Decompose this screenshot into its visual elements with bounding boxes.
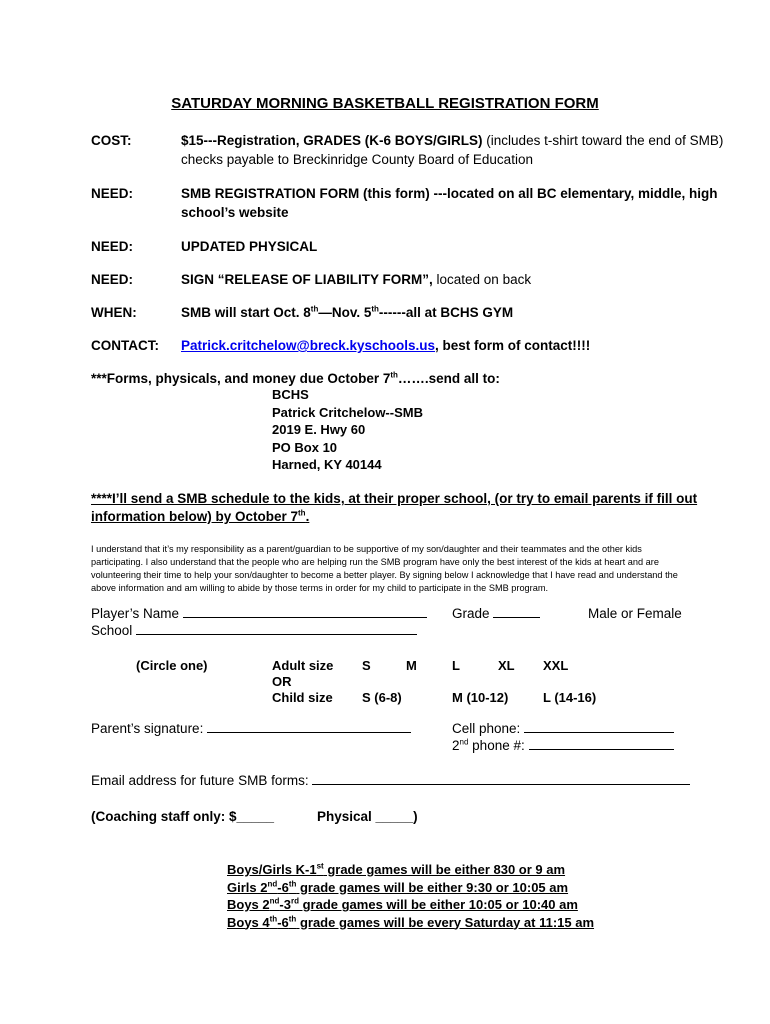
due-sup: th xyxy=(390,370,398,380)
address-line: Harned, KY 40144 xyxy=(272,457,382,472)
schedule-note-period: . xyxy=(305,509,310,524)
size-s[interactable]: S xyxy=(362,658,371,673)
school-field[interactable] xyxy=(136,623,417,635)
second-phone-sup: nd xyxy=(459,737,469,747)
second-phone-field[interactable] xyxy=(529,738,674,750)
gender-option[interactable]: Male or Female xyxy=(588,606,682,621)
second-phone-label-rest: phone #: xyxy=(468,738,525,753)
game-time-line: Boys 2nd-3rd grade games will be either 10:05 or 10:40 am xyxy=(227,896,578,912)
need3-label: NEED: xyxy=(91,272,134,287)
due-notice xyxy=(91,371,500,386)
second-phone-label: 2 xyxy=(452,738,460,753)
cell-phone-label: Cell phone: xyxy=(452,721,521,736)
need2-text: UPDATED PHYSICAL xyxy=(181,239,318,254)
email-row xyxy=(91,773,690,788)
second-phone-row xyxy=(452,738,674,753)
when-end: —Nov. 5 xyxy=(318,305,372,320)
or-label: OR xyxy=(272,674,292,689)
cost-label: COST: xyxy=(91,133,132,148)
need3-bold: SIGN “RELEASE OF LIABILITY FORM”, xyxy=(181,272,433,287)
size-m[interactable]: M xyxy=(406,658,417,673)
coaching-staff-fee: (Coaching staff only: $_____ xyxy=(91,809,275,824)
need1-line2: school’s website xyxy=(181,205,289,220)
parent-signature-label: Parent’s signature: xyxy=(91,721,204,736)
contact-label: CONTACT: xyxy=(91,338,159,353)
schedule-note-line2 xyxy=(91,509,309,524)
cost-rest: (includes t-shirt toward the end of SMB) xyxy=(482,133,724,148)
size-xl[interactable]: XL xyxy=(498,658,515,673)
size-child-s[interactable]: S (6-8) xyxy=(362,690,402,705)
game-time-line: Boys 4th-6th grade games will be every Saturday at 11:15 am xyxy=(227,914,595,930)
coaching-staff-physical: Physical _____) xyxy=(317,809,418,824)
child-size-label: Child size xyxy=(272,690,333,705)
cell-phone-field[interactable] xyxy=(524,721,674,733)
size-child-m[interactable]: M (10-12) xyxy=(452,690,509,705)
parent-signature-field[interactable] xyxy=(207,721,411,733)
cell-phone-row xyxy=(452,721,674,736)
player-name-row xyxy=(91,606,427,621)
email-label: Email address for future SMB forms: xyxy=(91,773,309,788)
address-line: PO Box 10 xyxy=(272,439,338,455)
when-end-sup: th xyxy=(371,304,379,314)
schedule-note-sup: th xyxy=(298,508,306,518)
player-name-field[interactable] xyxy=(183,606,427,618)
grade-field[interactable] xyxy=(493,606,540,618)
grade-label: Grade xyxy=(452,606,490,621)
school-label: School xyxy=(91,623,133,638)
game-time-line: Girls 2nd-6th grade games will be either 9:30 or 10:05 am xyxy=(227,879,569,895)
due-send: …….send all to: xyxy=(397,371,500,386)
need1-line1: SMB REGISTRATION FORM (this form) ---located on all BC elementary, middle, high xyxy=(181,186,718,201)
mailing-address xyxy=(272,386,423,474)
when-start: SMB will start Oct. 8 xyxy=(181,305,311,320)
when-location: ------all at BCHS GYM xyxy=(378,305,514,320)
cost-text xyxy=(181,133,723,148)
school-row xyxy=(91,623,417,638)
schedule-note-line1: ****I’ll send a SMB schedule to the kids, at their proper school, (or try to email parents if fill out xyxy=(91,491,698,506)
due-text: ***Forms, physicals, and money due October 7 xyxy=(91,371,391,386)
game-times xyxy=(227,861,594,931)
contact-email-link[interactable]: Patrick.critchelow@breck.kyschools.us xyxy=(181,338,436,353)
contact-rest: , best form of contact!!!! xyxy=(435,338,591,353)
circle-one-label: (Circle one) xyxy=(136,658,208,673)
game-time-line: Boys/Girls K-1st grade games will be either 830 or 9 am xyxy=(227,861,566,877)
parent-signature-row xyxy=(91,721,411,736)
size-xxl[interactable]: XXL xyxy=(543,658,569,673)
need3-rest: located on back xyxy=(432,272,532,287)
when-text xyxy=(181,305,513,320)
liability-statement: I understand that it’s my responsibility as a parent/guardian to be supportive of my son/daughter and their teammates and the other kids participating. I also understand that the people who are helping run the SMB program have only the best interest of the kids at heart and are volunteering their time to help your son/daughter to become a better player. By signing below I acknowledge that I have read and understand the above information and am willing to abide by those terms in order for my child to participate in the SMB program. xyxy=(91,544,678,593)
contact-text xyxy=(181,338,590,353)
size-child-l[interactable]: L (14-16) xyxy=(543,690,597,705)
cost-bold: $15---Registration, GRADES (K-6 BOYS/GIRLS) xyxy=(181,133,483,148)
email-field[interactable] xyxy=(312,773,690,785)
address-line: Patrick Critchelow--SMB xyxy=(272,404,423,420)
form-title: SATURDAY MORNING BASKETBALL REGISTRATION FORM xyxy=(171,95,599,112)
when-label: WHEN: xyxy=(91,305,137,320)
address-line: BCHS xyxy=(272,387,309,402)
adult-size-label: Adult size xyxy=(272,658,334,673)
schedule-note-text: information below) by October 7 xyxy=(91,509,299,524)
need1-label: NEED: xyxy=(91,186,134,201)
need2-label: NEED: xyxy=(91,239,134,254)
player-name-label: Player’s Name xyxy=(91,606,180,621)
need3-text xyxy=(181,272,531,287)
address-line: 2019 E. Hwy 60 xyxy=(272,422,366,437)
cost-line2: checks payable to Breckinridge County Board of Education xyxy=(181,152,533,167)
size-l[interactable]: L xyxy=(452,658,460,673)
grade-row xyxy=(452,606,540,621)
when-start-sup: th xyxy=(310,304,319,314)
